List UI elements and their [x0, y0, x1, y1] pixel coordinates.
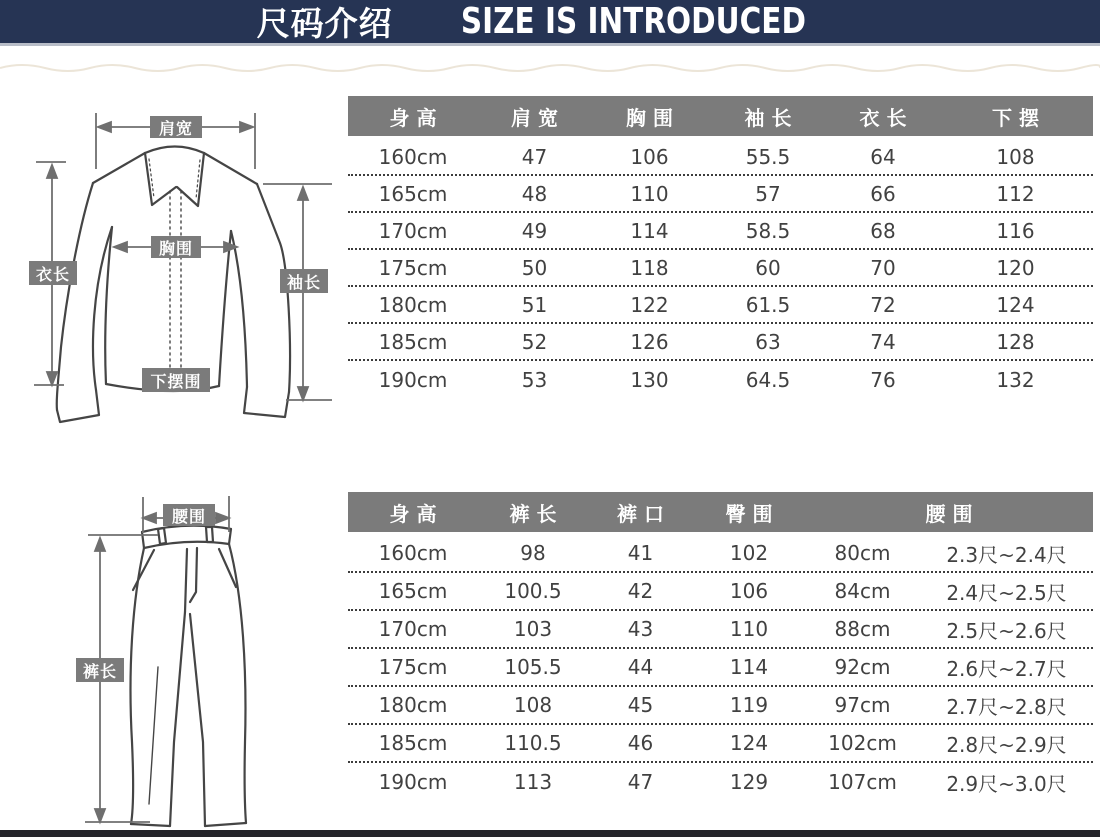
pants-table-header-cell: 裤 口: [617, 501, 664, 526]
shirt-table-header-cell: 衣 长: [859, 105, 907, 130]
shirt-table-row: [348, 361, 1093, 398]
shirt-table-cell: 128: [996, 329, 1035, 354]
shirt-table-body: [348, 136, 1093, 398]
shirt-table-header-cell: 肩 宽: [511, 105, 558, 130]
shirt-table-cell: 160cm: [378, 144, 448, 169]
shirt-table-cell: 106: [630, 144, 669, 169]
shirt-table-cell: 180cm: [378, 292, 448, 317]
shirt-table-header-cell: 下 摆: [992, 105, 1039, 130]
shirt-table-cell: 114: [630, 218, 669, 243]
shirt-table-cell: 112: [996, 181, 1035, 206]
shirt-table-cell: 76: [870, 367, 896, 392]
shirt-table-cell: 116: [996, 218, 1035, 243]
shirt-table-cell: 126: [630, 329, 669, 354]
pants-table-cell: 108: [513, 693, 553, 717]
shirt-table-header: [348, 96, 1093, 136]
shirt-table-cell: 58.5: [745, 218, 791, 243]
shirt-table-cell: 118: [630, 255, 669, 280]
pants-table-cell: 45: [627, 693, 654, 717]
shirt-table-row: [348, 324, 1093, 361]
pants-table-cell: 160cm: [378, 541, 448, 565]
pants-table-cell: 2.6尺~2.7尺: [946, 656, 1067, 681]
pants-table-row: [348, 725, 1093, 763]
pants-table-cell: 124: [729, 731, 769, 755]
shirt-table-cell: 70: [870, 255, 896, 280]
shirt-table-row: [348, 176, 1093, 213]
shirt-label-sleeve-length: 袖长: [280, 269, 328, 293]
shirt-table-row: [348, 139, 1093, 176]
pants-table-header-cell: 腰 围: [925, 501, 973, 526]
pants-size-table: [348, 492, 1093, 801]
pants-table-cell: 88cm: [834, 617, 891, 641]
pants-table-row: [348, 573, 1093, 611]
pants-table-cell: 170cm: [378, 617, 448, 641]
pants-table-cell: 2.5尺~2.6尺: [946, 618, 1067, 643]
shirt-table-cell: 132: [996, 367, 1035, 392]
shirt-size-table: [348, 96, 1093, 398]
shirt-table-cell: 48: [521, 181, 548, 206]
shirt-table-cell: 124: [996, 292, 1035, 317]
shirt-table-cell: 190cm: [378, 367, 448, 392]
pants-table-body: [348, 532, 1093, 801]
pants-table-header: [348, 492, 1093, 532]
pants-table-cell: 2.3尺~2.4尺: [946, 542, 1067, 567]
shirt-table-cell: 63: [755, 329, 781, 354]
shirt-table-cell: 57: [755, 181, 781, 206]
pants-sketch: [0, 492, 345, 832]
shirt-table-cell: 165cm: [378, 181, 448, 206]
shirt-table-header-cell: 胸 围: [626, 105, 673, 130]
pants-table-cell: 2.7尺~2.8尺: [946, 694, 1067, 719]
pants-table-cell: 190cm: [378, 770, 448, 794]
pants-table-cell: 175cm: [378, 655, 448, 679]
pants-table-cell: 2.4尺~2.5尺: [946, 580, 1067, 605]
shirt-table-cell: 66: [870, 181, 896, 206]
pants-table-cell: 41: [627, 541, 654, 565]
pants-table-header-cell: 臀 围: [725, 501, 773, 526]
shirt-table-cell: 53: [521, 367, 548, 392]
banner: [0, 0, 1100, 46]
shirt-diagram: [0, 95, 345, 427]
shirt-table-row: [348, 287, 1093, 324]
shirt-table-cell: 68: [870, 218, 896, 243]
shirt-table-cell: 51: [521, 292, 548, 317]
pants-table-cell: 106: [729, 579, 769, 603]
pants-table-cell: 107cm: [828, 770, 897, 794]
pants-table-cell: 103: [513, 617, 553, 641]
shirt-table-cell: 74: [870, 329, 896, 354]
pants-table-cell: 102: [729, 541, 769, 565]
shirt-label-shoulder-width: 肩宽: [150, 116, 202, 138]
shirt-table-row: [348, 213, 1093, 250]
wave-decoration: [0, 58, 1100, 76]
pants-table-row: [348, 611, 1093, 649]
banner-title-en: SIZE IS INTRODUCED: [460, 1, 806, 42]
banner-title-cn: 尺码介绍: [256, 4, 393, 43]
pants-table-row: [348, 763, 1093, 801]
shirt-table-cell: 120: [996, 255, 1035, 280]
shirt-table-header-cell: 袖 长: [744, 105, 792, 130]
pants-table-cell: 119: [729, 693, 769, 717]
pants-table-cell: 165cm: [378, 579, 448, 603]
pants-table-row: [348, 687, 1093, 725]
shirt-table-cell: 185cm: [378, 329, 448, 354]
shirt-label-hem: 下摆围: [142, 368, 210, 392]
pants-table-cell: 98: [520, 541, 546, 565]
pants-table-cell: 102cm: [828, 731, 897, 755]
shirt-table-cell: 47: [521, 144, 548, 169]
pants-table-row: [348, 649, 1093, 687]
shirt-table-cell: 64.5: [745, 367, 791, 392]
pants-label-waist: 腰围: [163, 504, 215, 526]
shirt-table-cell: 110: [630, 181, 669, 206]
pants-table-cell: 110: [729, 617, 769, 641]
shirt-table-cell: 72: [870, 292, 896, 317]
shirt-table-cell: 60: [755, 255, 781, 280]
pants-table-cell: 42: [627, 579, 654, 603]
pants-table-header-cell: 身 高: [389, 501, 437, 526]
shirt-table-cell: 49: [521, 218, 548, 243]
pants-label-pants-length: 裤长: [76, 658, 124, 682]
pants-table-cell: 2.8尺~2.9尺: [946, 732, 1067, 757]
pants-table-cell: 44: [627, 655, 654, 679]
shirt-table-cell: 61.5: [745, 292, 791, 317]
pants-table-cell: 47: [627, 770, 654, 794]
pants-table-cell: 84cm: [834, 579, 891, 603]
shirt-table-header-cell: 身 高: [389, 105, 437, 130]
shirt-table-row: [348, 250, 1093, 287]
pants-table-cell: 80cm: [834, 541, 891, 565]
pants-table-row: [348, 535, 1093, 573]
pants-table-header-cell: 裤 长: [509, 501, 557, 526]
shirt-table-cell: 108: [996, 144, 1035, 169]
shirt-table-cell: 170cm: [378, 218, 448, 243]
pants-table-cell: 129: [729, 770, 769, 794]
pants-table-cell: 43: [627, 617, 654, 641]
pants-diagram: [0, 492, 345, 832]
pants-table-cell: 110.5: [504, 731, 562, 755]
pants-table-cell: 100.5: [504, 579, 562, 603]
shirt-table-cell: 175cm: [378, 255, 448, 280]
shirt-table-cell: 55.5: [745, 144, 791, 169]
bottom-strip: [0, 830, 1100, 837]
shirt-table-cell: 52: [521, 329, 548, 354]
shirt-table-cell: 122: [630, 292, 669, 317]
pants-table-cell: 113: [513, 770, 553, 794]
pants-table-cell: 180cm: [378, 693, 448, 717]
shirt-table-cell: 50: [521, 255, 548, 280]
shirt-table-cell: 64: [870, 144, 896, 169]
pants-table-cell: 114: [729, 655, 769, 679]
pants-table-cell: 185cm: [378, 731, 448, 755]
pants-table-cell: 92cm: [834, 655, 891, 679]
shirt-label-chest: 胸围: [151, 236, 201, 258]
pants-table-cell: 97cm: [834, 693, 891, 717]
shirt-table-cell: 130: [630, 367, 669, 392]
pants-table-cell: 46: [627, 731, 654, 755]
pants-table-cell: 2.9尺~3.0尺: [946, 771, 1067, 796]
pants-table-cell: 105.5: [504, 655, 562, 679]
shirt-label-garment-length: 衣长: [29, 261, 77, 285]
